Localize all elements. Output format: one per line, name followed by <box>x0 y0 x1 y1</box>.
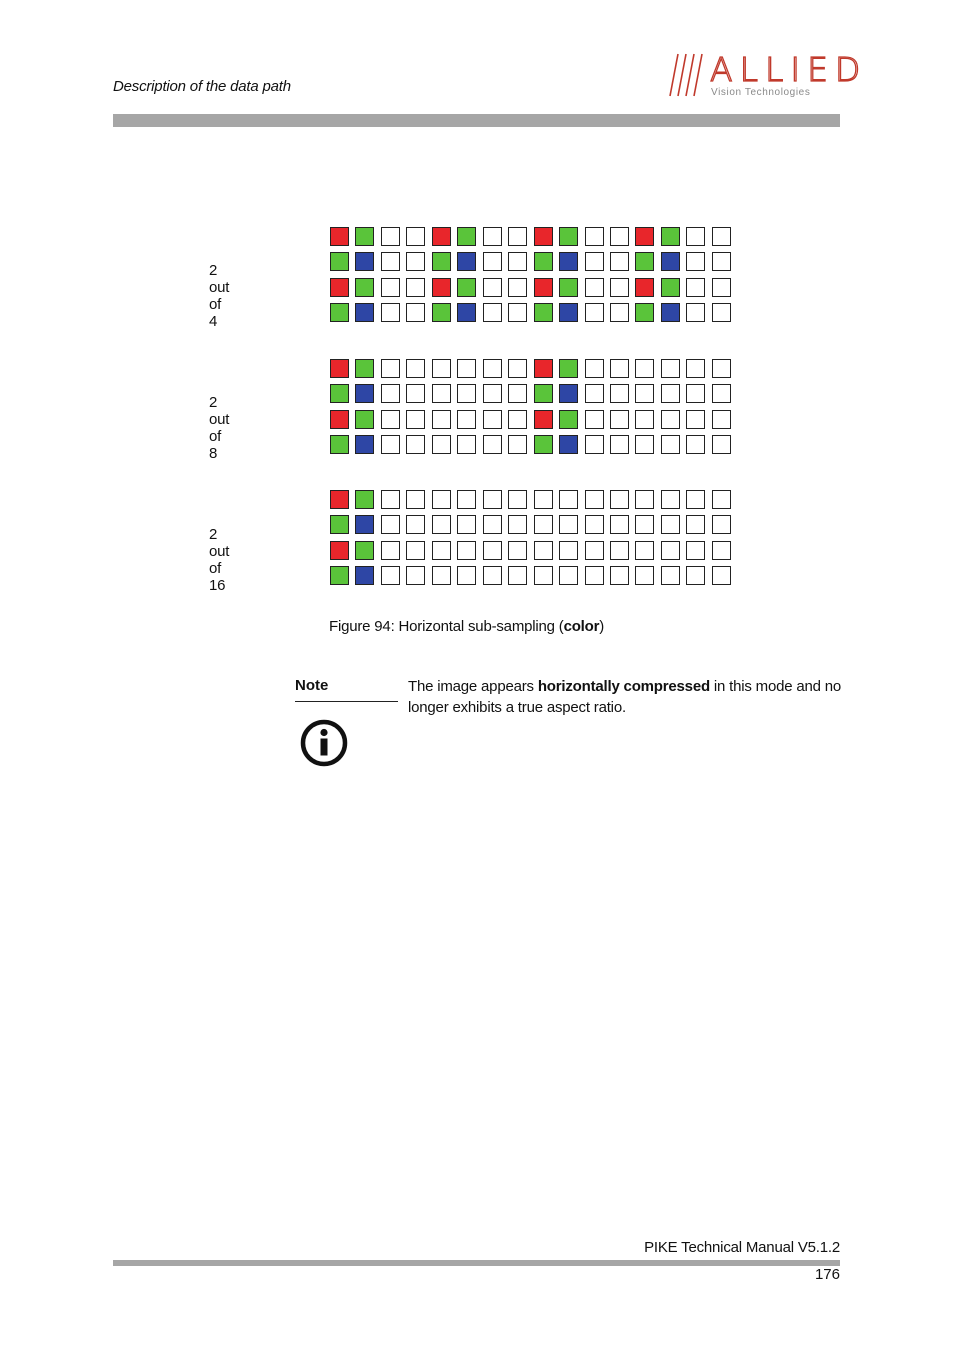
blue-pixel <box>457 303 476 322</box>
skipped-pixel <box>686 541 705 560</box>
skipped-pixel <box>432 566 451 585</box>
skipped-pixel <box>712 435 731 454</box>
skipped-pixel <box>432 384 451 403</box>
skipped-pixel <box>686 303 705 322</box>
red-pixel <box>432 227 451 246</box>
skipped-pixel <box>432 435 451 454</box>
skipped-pixel <box>610 227 629 246</box>
skipped-pixel <box>457 410 476 429</box>
skipped-pixel <box>483 252 502 271</box>
skipped-pixel <box>508 359 527 378</box>
skipped-pixel <box>661 566 680 585</box>
skipped-pixel <box>406 515 425 534</box>
allied-logo <box>668 50 868 102</box>
blue-pixel <box>559 435 578 454</box>
skipped-pixel <box>508 278 527 297</box>
skipped-pixel <box>610 515 629 534</box>
skipped-pixel <box>712 541 731 560</box>
skipped-pixel <box>457 435 476 454</box>
skipped-pixel <box>508 410 527 429</box>
skipped-pixel <box>457 359 476 378</box>
skipped-pixel <box>381 541 400 560</box>
blue-pixel <box>355 515 374 534</box>
skipped-pixel <box>508 490 527 509</box>
skipped-pixel <box>508 303 527 322</box>
skipped-pixel <box>610 303 629 322</box>
skipped-pixel <box>559 541 578 560</box>
green-pixel <box>330 252 349 271</box>
header-rule <box>113 114 840 127</box>
skipped-pixel <box>585 515 604 534</box>
red-pixel <box>330 490 349 509</box>
green-pixel <box>330 303 349 322</box>
skipped-pixel <box>610 435 629 454</box>
skipped-pixel <box>559 566 578 585</box>
figure-caption <box>329 618 604 635</box>
group-label: 2 out of 4 <box>209 262 230 330</box>
skipped-pixel <box>381 435 400 454</box>
skipped-pixel <box>381 490 400 509</box>
skipped-pixel <box>483 490 502 509</box>
skipped-pixel <box>635 359 654 378</box>
red-pixel <box>534 410 553 429</box>
skipped-pixel <box>585 384 604 403</box>
red-pixel <box>432 278 451 297</box>
skipped-pixel <box>712 515 731 534</box>
skipped-pixel <box>483 359 502 378</box>
skipped-pixel <box>483 515 502 534</box>
green-pixel <box>559 278 578 297</box>
skipped-pixel <box>585 278 604 297</box>
note-divider <box>295 701 398 702</box>
skipped-pixel <box>508 384 527 403</box>
skipped-pixel <box>585 435 604 454</box>
info-icon <box>300 719 348 767</box>
skipped-pixel <box>661 384 680 403</box>
skipped-pixel <box>686 359 705 378</box>
skipped-pixel <box>610 566 629 585</box>
green-pixel <box>559 227 578 246</box>
skipped-pixel <box>610 384 629 403</box>
skipped-pixel <box>610 252 629 271</box>
skipped-pixel <box>559 490 578 509</box>
skipped-pixel <box>585 566 604 585</box>
blue-pixel <box>355 566 374 585</box>
skipped-pixel <box>585 227 604 246</box>
skipped-pixel <box>585 490 604 509</box>
note-text-bold: horizontally compressed <box>537 678 710 695</box>
skipped-pixel <box>712 227 731 246</box>
green-pixel <box>432 303 451 322</box>
red-pixel <box>534 359 553 378</box>
green-pixel <box>355 227 374 246</box>
note-text-after: in this mode and no longer exhibits a true aspect ratio. <box>408 678 842 716</box>
blue-pixel <box>559 252 578 271</box>
group-label: 2 out of 8 <box>209 394 230 462</box>
skipped-pixel <box>585 541 604 560</box>
skipped-pixel <box>686 435 705 454</box>
skipped-pixel <box>381 227 400 246</box>
skipped-pixel <box>381 359 400 378</box>
skipped-pixel <box>406 303 425 322</box>
green-pixel <box>330 515 349 534</box>
skipped-pixel <box>610 490 629 509</box>
skipped-pixel <box>406 384 425 403</box>
skipped-pixel <box>610 278 629 297</box>
logo-slashes <box>668 52 708 98</box>
skipped-pixel <box>534 515 553 534</box>
caption-prefix: Figure 94: Horizontal sub-sampling ( <box>329 618 564 635</box>
skipped-pixel <box>686 490 705 509</box>
skipped-pixel <box>483 435 502 454</box>
skipped-pixel <box>712 490 731 509</box>
skipped-pixel <box>635 435 654 454</box>
skipped-pixel <box>457 490 476 509</box>
skipped-pixel <box>432 410 451 429</box>
skipped-pixel <box>483 278 502 297</box>
skipped-pixel <box>483 384 502 403</box>
logo-wordmark: ALLIED <box>710 50 868 89</box>
red-pixel <box>330 541 349 560</box>
skipped-pixel <box>406 252 425 271</box>
green-pixel <box>457 227 476 246</box>
skipped-pixel <box>585 359 604 378</box>
red-pixel <box>330 359 349 378</box>
green-pixel <box>330 566 349 585</box>
section-title: Description of the data path <box>113 78 291 95</box>
skipped-pixel <box>483 303 502 322</box>
green-pixel <box>661 227 680 246</box>
skipped-pixel <box>406 227 425 246</box>
green-pixel <box>635 303 654 322</box>
red-pixel <box>635 227 654 246</box>
skipped-pixel <box>508 252 527 271</box>
skipped-pixel <box>534 490 553 509</box>
skipped-pixel <box>381 384 400 403</box>
red-pixel <box>534 278 553 297</box>
note-text-before: The image appears <box>408 678 538 695</box>
green-pixel <box>534 252 553 271</box>
green-pixel <box>330 384 349 403</box>
skipped-pixel <box>406 566 425 585</box>
green-pixel <box>330 435 349 454</box>
skipped-pixel <box>508 541 527 560</box>
skipped-pixel <box>661 410 680 429</box>
footer-rule <box>113 1260 840 1266</box>
page-number: 176 <box>814 1266 840 1283</box>
skipped-pixel <box>585 252 604 271</box>
skipped-pixel <box>635 384 654 403</box>
skipped-pixel <box>712 359 731 378</box>
skipped-pixel <box>483 566 502 585</box>
skipped-pixel <box>432 515 451 534</box>
note-label: Note <box>295 677 329 694</box>
skipped-pixel <box>406 278 425 297</box>
green-pixel <box>355 490 374 509</box>
red-pixel <box>330 227 349 246</box>
skipped-pixel <box>457 541 476 560</box>
skipped-pixel <box>406 541 425 560</box>
skipped-pixel <box>585 303 604 322</box>
skipped-pixel <box>635 566 654 585</box>
red-pixel <box>330 278 349 297</box>
green-pixel <box>355 541 374 560</box>
skipped-pixel <box>635 410 654 429</box>
skipped-pixel <box>381 515 400 534</box>
skipped-pixel <box>712 566 731 585</box>
green-pixel <box>355 359 374 378</box>
skipped-pixel <box>508 515 527 534</box>
red-pixel <box>534 227 553 246</box>
green-pixel <box>635 252 654 271</box>
skipped-pixel <box>432 490 451 509</box>
red-pixel <box>330 410 349 429</box>
skipped-pixel <box>432 541 451 560</box>
skipped-pixel <box>406 359 425 378</box>
skipped-pixel <box>610 541 629 560</box>
skipped-pixel <box>712 410 731 429</box>
blue-pixel <box>355 435 374 454</box>
blue-pixel <box>355 252 374 271</box>
skipped-pixel <box>483 227 502 246</box>
skipped-pixel <box>534 566 553 585</box>
skipped-pixel <box>381 410 400 429</box>
skipped-pixel <box>508 227 527 246</box>
skipped-pixel <box>508 435 527 454</box>
green-pixel <box>559 410 578 429</box>
skipped-pixel <box>661 490 680 509</box>
green-pixel <box>559 359 578 378</box>
skipped-pixel <box>635 490 654 509</box>
blue-pixel <box>355 384 374 403</box>
skipped-pixel <box>610 359 629 378</box>
skipped-pixel <box>508 566 527 585</box>
skipped-pixel <box>381 252 400 271</box>
skipped-pixel <box>483 410 502 429</box>
skipped-pixel <box>432 359 451 378</box>
note-text <box>408 676 848 718</box>
blue-pixel <box>457 252 476 271</box>
skipped-pixel <box>686 278 705 297</box>
skipped-pixel <box>712 303 731 322</box>
red-pixel <box>635 278 654 297</box>
skipped-pixel <box>686 566 705 585</box>
skipped-pixel <box>406 490 425 509</box>
caption-suffix: ) <box>599 618 605 635</box>
logo-subtext: Vision Technologies <box>711 87 811 98</box>
skipped-pixel <box>457 515 476 534</box>
caption-bold: color <box>563 618 600 635</box>
skipped-pixel <box>686 252 705 271</box>
skipped-pixel <box>559 515 578 534</box>
green-pixel <box>534 384 553 403</box>
skipped-pixel <box>661 359 680 378</box>
skipped-pixel <box>483 541 502 560</box>
skipped-pixel <box>661 515 680 534</box>
skipped-pixel <box>661 435 680 454</box>
skipped-pixel <box>381 566 400 585</box>
skipped-pixel <box>686 227 705 246</box>
green-pixel <box>432 252 451 271</box>
skipped-pixel <box>406 435 425 454</box>
skipped-pixel <box>534 541 553 560</box>
blue-pixel <box>355 303 374 322</box>
skipped-pixel <box>635 515 654 534</box>
blue-pixel <box>661 303 680 322</box>
green-pixel <box>457 278 476 297</box>
skipped-pixel <box>610 410 629 429</box>
skipped-pixel <box>635 541 654 560</box>
skipped-pixel <box>661 541 680 560</box>
green-pixel <box>661 278 680 297</box>
green-pixel <box>534 303 553 322</box>
skipped-pixel <box>712 252 731 271</box>
green-pixel <box>355 278 374 297</box>
skipped-pixel <box>686 384 705 403</box>
skipped-pixel <box>712 384 731 403</box>
skipped-pixel <box>712 278 731 297</box>
skipped-pixel <box>457 384 476 403</box>
skipped-pixel <box>585 410 604 429</box>
green-pixel <box>534 435 553 454</box>
skipped-pixel <box>406 410 425 429</box>
blue-pixel <box>559 384 578 403</box>
skipped-pixel <box>381 278 400 297</box>
skipped-pixel <box>686 515 705 534</box>
skipped-pixel <box>457 566 476 585</box>
manual-title: PIKE Technical Manual V5.1.2 <box>644 1239 840 1256</box>
blue-pixel <box>661 252 680 271</box>
green-pixel <box>355 410 374 429</box>
group-label: 2 out of 16 <box>209 526 230 594</box>
blue-pixel <box>559 303 578 322</box>
skipped-pixel <box>686 410 705 429</box>
skipped-pixel <box>381 303 400 322</box>
